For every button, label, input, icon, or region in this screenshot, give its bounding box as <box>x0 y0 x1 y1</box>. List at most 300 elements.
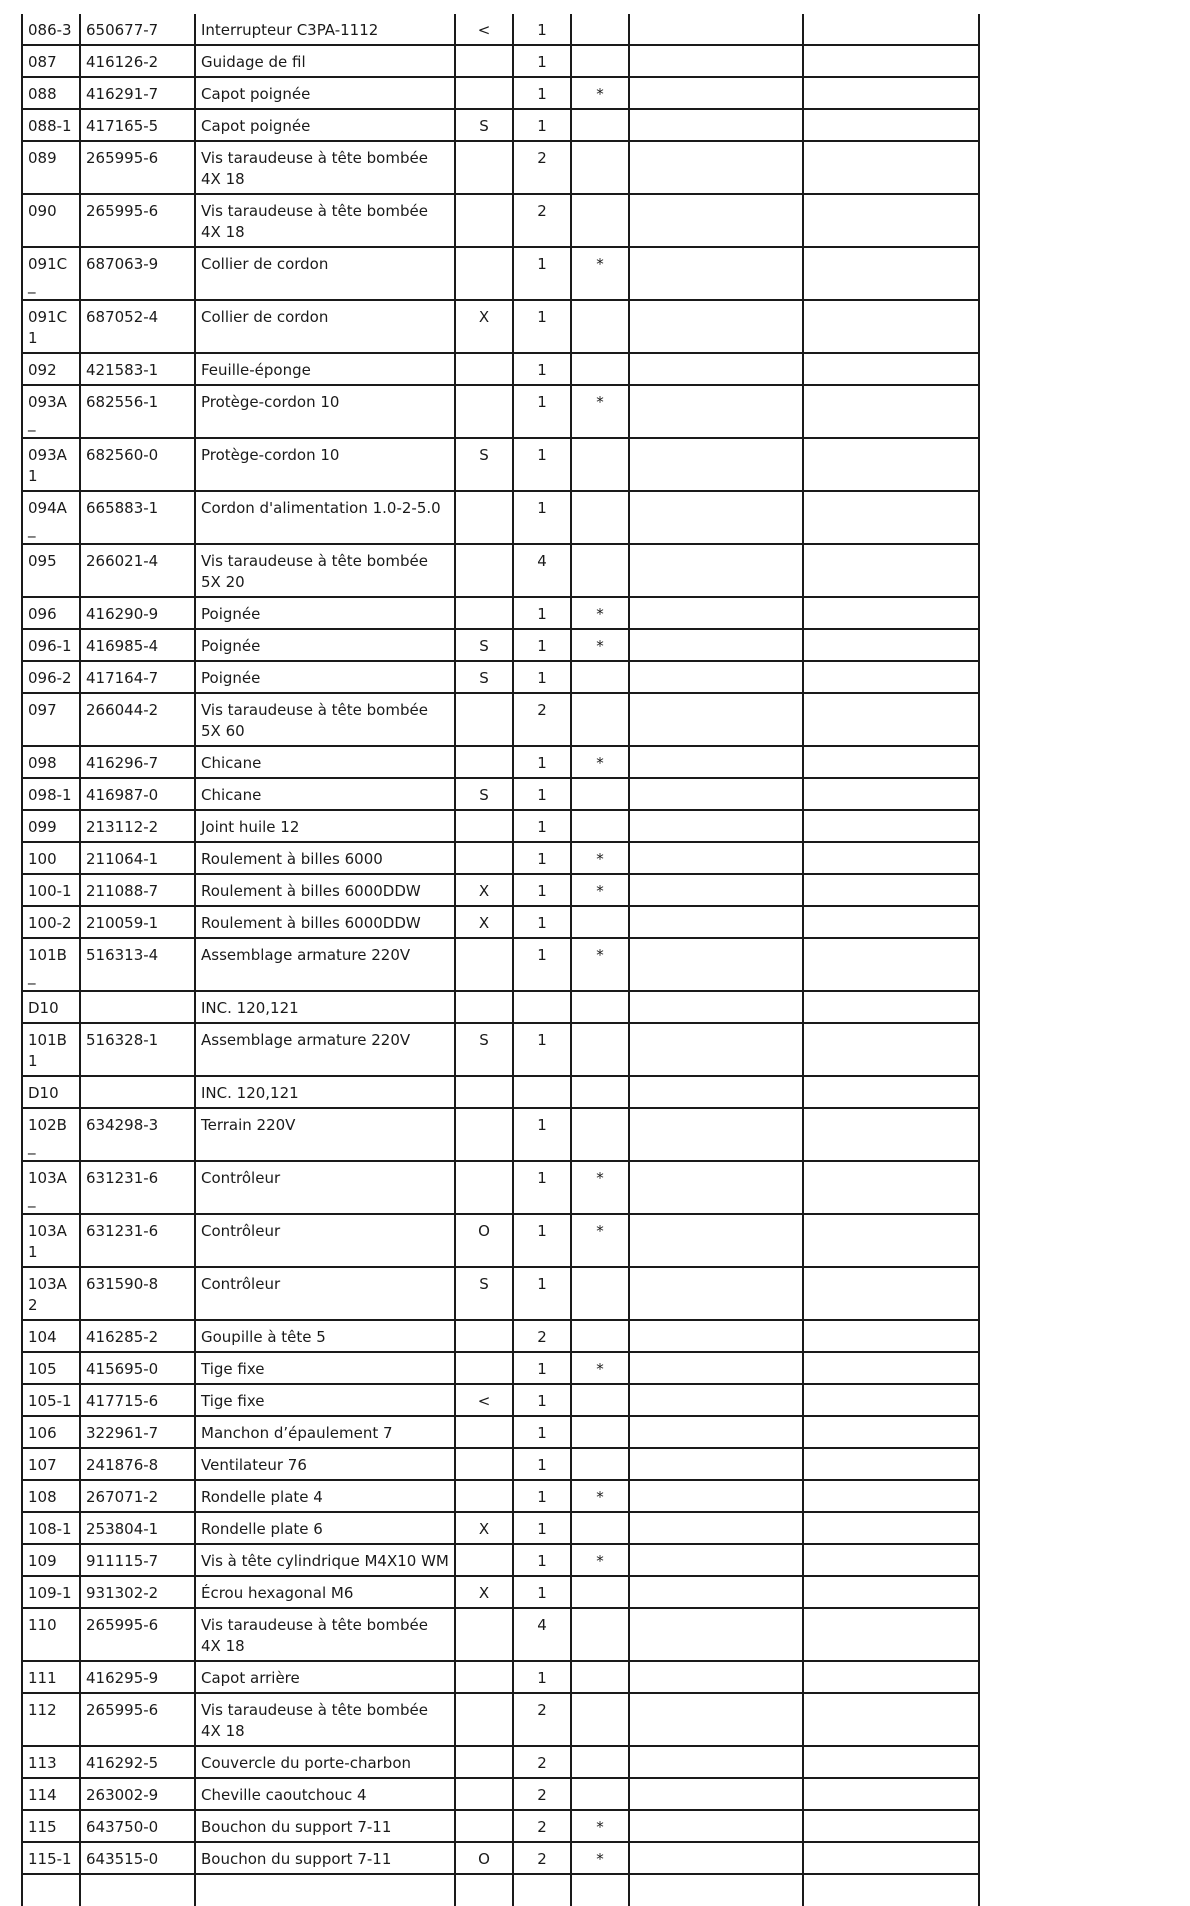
description-cell: Chicane <box>195 746 455 778</box>
description-cell: Manchon d’épaulement 7 <box>195 1416 455 1448</box>
note-cell <box>803 746 979 778</box>
part-number-cell: 682560-0 <box>80 438 195 491</box>
quantity-cell: 1 <box>513 1448 571 1480</box>
description-cell: Couvercle du porte-charbon <box>195 1746 455 1778</box>
mark-cell: * <box>571 1352 629 1384</box>
ref-number-cell: 108 <box>22 1480 80 1512</box>
part-number-cell: 416295-9 <box>80 1661 195 1693</box>
quantity-cell: 1 <box>513 810 571 842</box>
parts-list-table <box>21 14 980 1906</box>
table-row <box>22 438 979 491</box>
code-cell: < <box>455 1384 513 1416</box>
mark-cell <box>571 1416 629 1448</box>
table-row <box>22 247 979 300</box>
description-cell: Joint huile 12 <box>195 810 455 842</box>
description-cell: INC. 120,121 <box>195 991 455 1023</box>
mark-cell <box>571 1267 629 1320</box>
mark-cell: * <box>571 938 629 991</box>
note-cell <box>629 661 803 693</box>
description-cell: Capot arrière <box>195 1661 455 1693</box>
part-number-cell: 241876-8 <box>80 1448 195 1480</box>
note-cell <box>629 842 803 874</box>
description-cell: Feuille-éponge <box>195 353 455 385</box>
note-cell <box>629 906 803 938</box>
table-row <box>22 544 979 597</box>
part-number-cell: 931302-2 <box>80 1576 195 1608</box>
mark-cell <box>571 300 629 353</box>
ref-number-cell: 097 <box>22 693 80 746</box>
ref-number-cell: 111 <box>22 1661 80 1693</box>
part-number-cell: 415695-0 <box>80 1352 195 1384</box>
mark-cell <box>571 109 629 141</box>
mark-cell <box>571 45 629 77</box>
mark-cell <box>571 778 629 810</box>
table-row <box>22 906 979 938</box>
code-cell <box>455 77 513 109</box>
table-row <box>22 1778 979 1810</box>
description-cell: Rondelle plate 6 <box>195 1512 455 1544</box>
code-cell <box>455 247 513 300</box>
description-cell: Vis taraudeuse à tête bombée 4X 18 <box>195 1693 455 1746</box>
ref-number-cell: 105-1 <box>22 1384 80 1416</box>
empty-cell <box>80 1874 195 1906</box>
mark-cell <box>571 1778 629 1810</box>
quantity-cell: 1 <box>513 1023 571 1076</box>
description-cell: Vis taraudeuse à tête bombée 5X 20 <box>195 544 455 597</box>
quantity-cell: 1 <box>513 1352 571 1384</box>
code-cell <box>455 194 513 247</box>
ref-number-cell: 103A_ <box>22 1161 80 1214</box>
ref-number-cell: D10 <box>22 991 80 1023</box>
part-number-cell: 417165-5 <box>80 109 195 141</box>
ref-number-cell: 087 <box>22 45 80 77</box>
part-number-cell: 263002-9 <box>80 1778 195 1810</box>
quantity-cell <box>513 1076 571 1108</box>
part-number-cell: 421583-1 <box>80 353 195 385</box>
quantity-cell: 1 <box>513 906 571 938</box>
note-cell <box>803 778 979 810</box>
code-cell <box>455 597 513 629</box>
ref-number-cell: 102B_ <box>22 1108 80 1161</box>
note-cell <box>629 1608 803 1661</box>
mark-cell: * <box>571 1161 629 1214</box>
part-number-cell: 631590-8 <box>80 1267 195 1320</box>
description-cell: Tige fixe <box>195 1352 455 1384</box>
table-row <box>22 778 979 810</box>
note-cell <box>803 1320 979 1352</box>
note-cell <box>629 629 803 661</box>
note-cell <box>629 438 803 491</box>
part-number-cell: 687052-4 <box>80 300 195 353</box>
description-cell: Protège-cordon 10 <box>195 438 455 491</box>
part-number-cell: 643515-0 <box>80 1842 195 1874</box>
part-number-cell: 631231-6 <box>80 1214 195 1267</box>
part-number-cell: 266044-2 <box>80 693 195 746</box>
ref-number-cell: 103A1 <box>22 1214 80 1267</box>
code-cell: X <box>455 300 513 353</box>
quantity-cell: 2 <box>513 1320 571 1352</box>
part-number-cell: 416291-7 <box>80 77 195 109</box>
note-cell <box>803 810 979 842</box>
note-cell <box>629 1448 803 1480</box>
mark-cell <box>571 14 629 45</box>
ref-number-cell: 091C1 <box>22 300 80 353</box>
ref-number-cell: 100-2 <box>22 906 80 938</box>
quantity-cell: 1 <box>513 300 571 353</box>
table-row <box>22 1023 979 1076</box>
code-cell <box>455 810 513 842</box>
note-cell <box>629 1320 803 1352</box>
description-cell: Goupille à tête 5 <box>195 1320 455 1352</box>
description-cell: Vis taraudeuse à tête bombée 4X 18 <box>195 1608 455 1661</box>
note-cell <box>629 1214 803 1267</box>
note-cell <box>803 1108 979 1161</box>
quantity-cell: 1 <box>513 353 571 385</box>
ref-number-cell: 108-1 <box>22 1512 80 1544</box>
note-cell <box>803 661 979 693</box>
quantity-cell: 2 <box>513 1693 571 1746</box>
mark-cell <box>571 991 629 1023</box>
note-cell <box>803 109 979 141</box>
note-cell <box>629 778 803 810</box>
table-row <box>22 353 979 385</box>
quantity-cell: 2 <box>513 1842 571 1874</box>
note-cell <box>629 1416 803 1448</box>
part-number-cell <box>80 991 195 1023</box>
description-cell: Assemblage armature 220V <box>195 1023 455 1076</box>
ref-number-cell: 112 <box>22 1693 80 1746</box>
code-cell <box>455 842 513 874</box>
note-cell <box>629 1076 803 1108</box>
table-row <box>22 629 979 661</box>
ref-number-cell: 098-1 <box>22 778 80 810</box>
quantity-cell: 1 <box>513 842 571 874</box>
part-number-cell: 265995-6 <box>80 1693 195 1746</box>
code-cell <box>455 141 513 194</box>
note-cell <box>803 1746 979 1778</box>
empty-cell <box>455 1874 513 1906</box>
code-cell <box>455 1352 513 1384</box>
description-cell: Capot poignée <box>195 77 455 109</box>
description-cell: Roulement à billes 6000DDW <box>195 906 455 938</box>
mark-cell <box>571 1320 629 1352</box>
mark-cell <box>571 906 629 938</box>
mark-cell <box>571 1076 629 1108</box>
note-cell <box>803 1267 979 1320</box>
mark-cell <box>571 353 629 385</box>
description-cell: INC. 120,121 <box>195 1076 455 1108</box>
mark-cell <box>571 1023 629 1076</box>
mark-cell: * <box>571 1214 629 1267</box>
note-cell <box>803 1544 979 1576</box>
description-cell: Poignée <box>195 597 455 629</box>
ref-number-cell: 086-3 <box>22 14 80 45</box>
code-cell <box>455 353 513 385</box>
note-cell <box>803 491 979 544</box>
table-row <box>22 300 979 353</box>
note-cell <box>629 1810 803 1842</box>
quantity-cell: 1 <box>513 1108 571 1161</box>
code-cell <box>455 1320 513 1352</box>
description-cell: Cordon d'alimentation 1.0-2-5.0 <box>195 491 455 544</box>
code-cell: S <box>455 438 513 491</box>
part-number-cell: 687063-9 <box>80 247 195 300</box>
note-cell <box>803 300 979 353</box>
part-number-cell: 665883-1 <box>80 491 195 544</box>
part-number-cell: 416290-9 <box>80 597 195 629</box>
part-number-cell: 634298-3 <box>80 1108 195 1161</box>
mark-cell: * <box>571 1810 629 1842</box>
description-cell: Vis taraudeuse à tête bombée 5X 60 <box>195 693 455 746</box>
mark-cell <box>571 1108 629 1161</box>
quantity-cell: 1 <box>513 1384 571 1416</box>
table-row <box>22 1352 979 1384</box>
table-row-continuation <box>22 1874 979 1906</box>
code-cell: S <box>455 1023 513 1076</box>
code-cell <box>455 45 513 77</box>
code-cell: S <box>455 629 513 661</box>
quantity-cell: 1 <box>513 1661 571 1693</box>
mark-cell: * <box>571 1544 629 1576</box>
mark-cell <box>571 438 629 491</box>
ref-number-cell: 104 <box>22 1320 80 1352</box>
mark-cell <box>571 1661 629 1693</box>
table-row <box>22 141 979 194</box>
note-cell <box>629 247 803 300</box>
mark-cell: * <box>571 597 629 629</box>
table-row <box>22 661 979 693</box>
description-cell: Contrôleur <box>195 1161 455 1214</box>
note-cell <box>803 247 979 300</box>
description-cell: Contrôleur <box>195 1214 455 1267</box>
table-row <box>22 491 979 544</box>
quantity-cell: 2 <box>513 141 571 194</box>
note-cell <box>803 1161 979 1214</box>
description-cell: Terrain 220V <box>195 1108 455 1161</box>
part-number-cell: 416292-5 <box>80 1746 195 1778</box>
table-row <box>22 1267 979 1320</box>
ref-number-cell: 088-1 <box>22 109 80 141</box>
code-cell <box>455 1693 513 1746</box>
ref-number-cell: 115-1 <box>22 1842 80 1874</box>
note-cell <box>629 938 803 991</box>
description-cell: Roulement à billes 6000DDW <box>195 874 455 906</box>
quantity-cell: 4 <box>513 544 571 597</box>
quantity-cell: 1 <box>513 438 571 491</box>
ref-number-cell: 100 <box>22 842 80 874</box>
table-row <box>22 1214 979 1267</box>
note-cell <box>803 842 979 874</box>
part-number-cell <box>80 1076 195 1108</box>
note-cell <box>629 353 803 385</box>
mark-cell <box>571 141 629 194</box>
quantity-cell: 1 <box>513 14 571 45</box>
table-row <box>22 45 979 77</box>
table-row <box>22 1842 979 1874</box>
part-number-cell: 417164-7 <box>80 661 195 693</box>
ref-number-cell: 105 <box>22 1352 80 1384</box>
table-row <box>22 1320 979 1352</box>
note-cell <box>629 597 803 629</box>
quantity-cell: 1 <box>513 1512 571 1544</box>
note-cell <box>803 1023 979 1076</box>
mark-cell: * <box>571 77 629 109</box>
part-number-cell: 682556-1 <box>80 385 195 438</box>
mark-cell: * <box>571 746 629 778</box>
note-cell <box>803 938 979 991</box>
ref-number-cell: 093A_ <box>22 385 80 438</box>
note-cell <box>803 45 979 77</box>
table-row <box>22 1108 979 1161</box>
ref-number-cell: 091C_ <box>22 247 80 300</box>
table-row <box>22 938 979 991</box>
note-cell <box>629 693 803 746</box>
quantity-cell: 1 <box>513 1576 571 1608</box>
part-number-cell: 516313-4 <box>80 938 195 991</box>
table-row <box>22 842 979 874</box>
table-row <box>22 1661 979 1693</box>
note-cell <box>803 1778 979 1810</box>
ref-number-cell: 100-1 <box>22 874 80 906</box>
code-cell <box>455 938 513 991</box>
mark-cell <box>571 1448 629 1480</box>
table-row <box>22 991 979 1023</box>
part-number-cell: 416285-2 <box>80 1320 195 1352</box>
table-row <box>22 385 979 438</box>
note-cell <box>803 385 979 438</box>
table-row <box>22 1448 979 1480</box>
note-cell <box>803 1576 979 1608</box>
note-cell <box>629 45 803 77</box>
code-cell: O <box>455 1214 513 1267</box>
quantity-cell: 1 <box>513 746 571 778</box>
part-number-cell: 265995-6 <box>80 194 195 247</box>
part-number-cell: 213112-2 <box>80 810 195 842</box>
code-cell <box>455 746 513 778</box>
note-cell <box>629 1023 803 1076</box>
quantity-cell: 2 <box>513 1778 571 1810</box>
description-cell: Interrupteur C3PA-1112 <box>195 14 455 45</box>
quantity-cell: 1 <box>513 109 571 141</box>
quantity-cell: 1 <box>513 385 571 438</box>
note-cell <box>803 353 979 385</box>
ref-number-cell: 095 <box>22 544 80 597</box>
mark-cell: * <box>571 247 629 300</box>
note-cell <box>803 597 979 629</box>
mark-cell <box>571 491 629 544</box>
part-number-cell: 266021-4 <box>80 544 195 597</box>
mark-cell: * <box>571 385 629 438</box>
table-row <box>22 1076 979 1108</box>
part-number-cell: 322961-7 <box>80 1416 195 1448</box>
table-row <box>22 1810 979 1842</box>
mark-cell <box>571 693 629 746</box>
note-cell <box>629 1480 803 1512</box>
code-cell: O <box>455 1842 513 1874</box>
note-cell <box>629 491 803 544</box>
note-cell <box>629 1576 803 1608</box>
quantity-cell: 4 <box>513 1608 571 1661</box>
code-cell <box>455 385 513 438</box>
code-cell <box>455 1810 513 1842</box>
note-cell <box>803 629 979 661</box>
table-row <box>22 194 979 247</box>
ref-number-cell: 092 <box>22 353 80 385</box>
table-row <box>22 14 979 45</box>
code-cell <box>455 491 513 544</box>
note-cell <box>803 874 979 906</box>
description-cell: Contrôleur <box>195 1267 455 1320</box>
table-row <box>22 693 979 746</box>
code-cell: S <box>455 778 513 810</box>
note-cell <box>629 109 803 141</box>
note-cell <box>629 1746 803 1778</box>
mark-cell: * <box>571 874 629 906</box>
quantity-cell: 2 <box>513 693 571 746</box>
code-cell: S <box>455 109 513 141</box>
note-cell <box>629 194 803 247</box>
quantity-cell: 1 <box>513 778 571 810</box>
part-number-cell: 416126-2 <box>80 45 195 77</box>
code-cell: < <box>455 14 513 45</box>
mark-cell <box>571 1576 629 1608</box>
code-cell <box>455 693 513 746</box>
mark-cell <box>571 1384 629 1416</box>
table-row <box>22 1608 979 1661</box>
table-row <box>22 1544 979 1576</box>
description-cell: Écrou hexagonal M6 <box>195 1576 455 1608</box>
mark-cell: * <box>571 1842 629 1874</box>
note-cell <box>629 141 803 194</box>
ref-number-cell: D10 <box>22 1076 80 1108</box>
code-cell <box>455 1416 513 1448</box>
table-row <box>22 746 979 778</box>
quantity-cell: 1 <box>513 597 571 629</box>
empty-cell <box>22 1874 80 1906</box>
part-number-cell: 265995-6 <box>80 1608 195 1661</box>
description-cell: Tige fixe <box>195 1384 455 1416</box>
mark-cell <box>571 1693 629 1746</box>
note-cell <box>803 438 979 491</box>
part-number-cell: 516328-1 <box>80 1023 195 1076</box>
code-cell <box>455 1161 513 1214</box>
code-cell <box>455 1746 513 1778</box>
note-cell <box>629 991 803 1023</box>
note-cell <box>803 1608 979 1661</box>
code-cell: S <box>455 1267 513 1320</box>
quantity-cell: 1 <box>513 1161 571 1214</box>
description-cell: Assemblage armature 220V <box>195 938 455 991</box>
quantity-cell: 1 <box>513 1416 571 1448</box>
code-cell: X <box>455 874 513 906</box>
table-row <box>22 1384 979 1416</box>
note-cell <box>629 1544 803 1576</box>
quantity-cell: 1 <box>513 1544 571 1576</box>
table-row <box>22 77 979 109</box>
quantity-cell: 1 <box>513 45 571 77</box>
description-cell: Rondelle plate 4 <box>195 1480 455 1512</box>
table-row <box>22 1746 979 1778</box>
quantity-cell: 1 <box>513 491 571 544</box>
description-cell: Cheville caoutchouc 4 <box>195 1778 455 1810</box>
ref-number-cell: 096 <box>22 597 80 629</box>
quantity-cell: 1 <box>513 629 571 661</box>
note-cell <box>803 1810 979 1842</box>
note-cell <box>629 544 803 597</box>
table-row <box>22 109 979 141</box>
code-cell <box>455 1608 513 1661</box>
part-number-cell: 417715-6 <box>80 1384 195 1416</box>
